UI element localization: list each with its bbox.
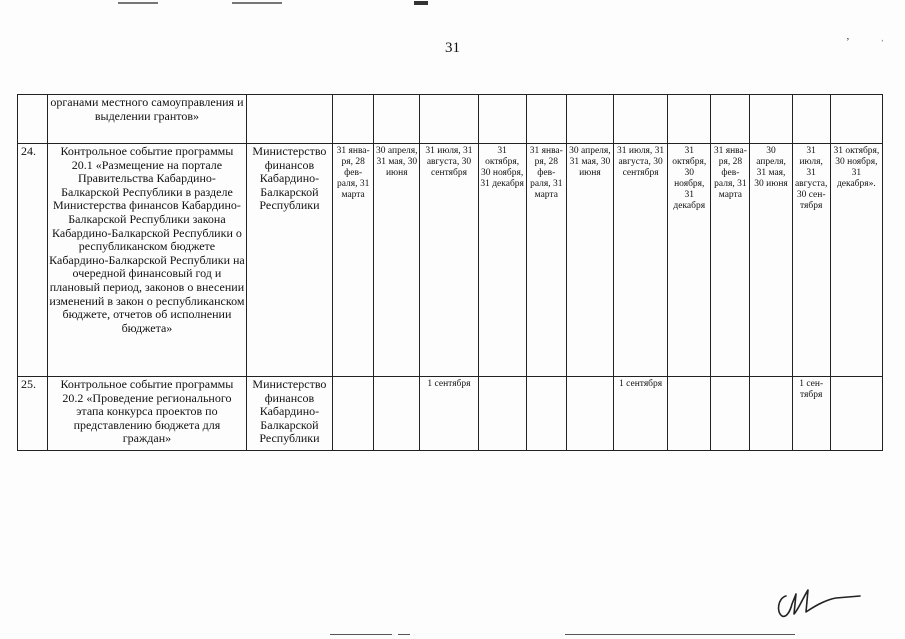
date-cell [750,95,792,144]
date-cell: 31 июля, 31 августа, 30 сен-тября [792,144,830,377]
table-row [18,95,883,144]
event-name: органами местного самоуправления и выделении грантов» [48,95,247,144]
table-row [18,377,883,451]
date-cell [333,377,374,451]
date-cell: 30 апреля, 31 мая, 30 июня [374,144,420,377]
date-cell [420,95,478,144]
date-cell [526,95,566,144]
date-cell: 30 апреля, 31 мая, 30 июня [566,144,613,377]
signature [772,582,872,622]
date-cell [526,377,566,451]
date-cell: 31 янва-ря, 28 фев-раля, 31 марта [333,144,374,377]
date-cell [792,95,830,144]
row-number [18,95,48,144]
date-cell [830,95,882,144]
date-cell [374,377,420,451]
date-cell [711,95,750,144]
date-cell: 31 янва-ря, 28 фев-раля, 31 марта [711,144,750,377]
date-cell: 31 июля, 31 августа, 30 сентября [614,144,668,377]
date-cell [668,377,711,451]
date-cell [614,95,668,144]
date-cell [711,377,750,451]
scan-corner-mark: ‚ ˌ [846,30,899,42]
date-cell: 31 июля, 31 августа, 30 сентября [420,144,478,377]
event-name: Контрольное событие программы 20.2 «Проведение регионального этапа конкурса проектов по представлению бюджета для граждан» [48,377,247,451]
executor: Министерство финансов Кабардино-Балкарской Республики [246,144,332,377]
date-cell [478,95,526,144]
date-cell [830,377,882,451]
date-cell: 1 сен-тября [792,377,830,451]
date-cell: 1 сентября [420,377,478,451]
date-cell [374,95,420,144]
date-cell [478,377,526,451]
scan-top-marks [0,0,905,8]
table-row [18,144,883,377]
date-cell [566,377,613,451]
executor [246,95,332,144]
date-cell: 31 октября, 30 ноября, 31 декабря [668,144,711,377]
table-body [18,95,883,451]
event-name: Контрольное событие программы 20.1 «Размещение на портале Правительства Кабардино-Балкарской Республики в разделе Министерства финансов Кабардино-Балкарской Республики закона Кабардино-Балкарской Республики о республиканском бюджете Кабардино-Балкарской Республики на очередной финансовый год и плановый период, законов о внесении изменений в закон о республиканском бюджете, отчетов об исполнении бюджета» [48,144,247,377]
date-cell [668,95,711,144]
date-cell [333,95,374,144]
date-cell: 31 октября, 30 ноября, 31 декабря [478,144,526,377]
schedule-table [17,94,883,451]
row-number: 24. [18,144,48,377]
date-cell [750,377,792,451]
date-cell: 30 апреля, 31 мая, 30 июня [750,144,792,377]
date-cell: 31 янва-ря, 28 фев-раля, 31 марта [526,144,566,377]
row-number: 25. [18,377,48,451]
executor: Министерство финансов Кабардино-Балкарской Республики [246,377,332,451]
page-number: 31 [445,40,460,56]
date-cell [566,95,613,144]
date-cell: 31 октября, 30 ноября, 31 декабря». [830,144,882,377]
date-cell: 1 сентября [614,377,668,451]
